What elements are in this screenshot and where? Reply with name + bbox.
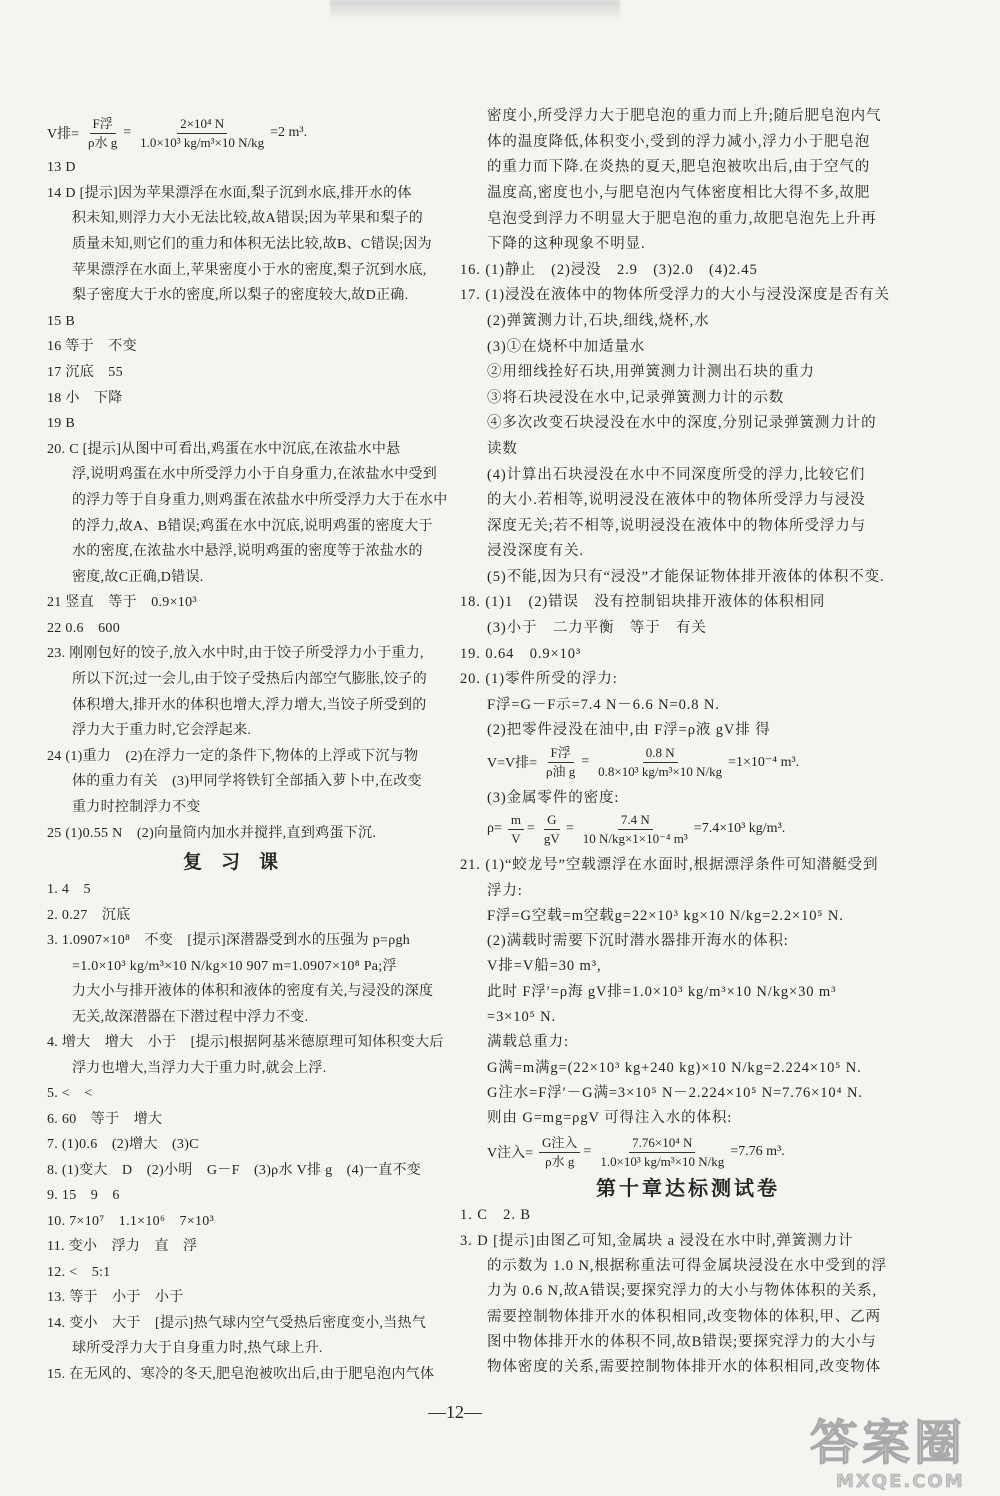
- answer-continuation-line: 力大小与排开液体的体积和液体的密度有关,与浸没的深度: [72, 984, 434, 1000]
- answer-item-line: 3. 1.0907×10⁸ 不变 [提示]深潜器受到水的压强为 p=ρgh: [47, 933, 411, 949]
- answers-block-chapter-end: [47, 155, 448, 846]
- answer-continuation-line: 积未知,则浮力大小无法比较,故A错误;因为苹果和梨子的: [72, 211, 424, 227]
- answer-item-line: 20. (1)零件所受的浮力:: [460, 671, 618, 688]
- answer-item-line: 15. 在无风的、寒冷的冬天,肥皂泡被吹出后,由于肥皂泡内气体: [47, 1366, 435, 1382]
- equals-sign: =: [581, 754, 590, 769]
- answer-continuation-line: 水的密度,在浓盐水中悬浮,说明鸡蛋的密度等于浓盐水的: [72, 544, 423, 560]
- fraction: [580, 812, 691, 847]
- formula-lhs: V注入=: [487, 1146, 534, 1161]
- answer-continuation-line: 密度小,所受浮力大于肥皂泡的重力而上升;随后肥皂泡内气: [487, 108, 882, 125]
- answer-continuation-line: 浮,说明鸡蛋在水中所受浮力小于自身重力,在浓盐水中受到: [72, 467, 438, 483]
- fraction-numerator: m: [508, 812, 524, 830]
- answer-continuation-line: 的浮力,故A、B错误;鸡蛋在水中沉底,说明鸡蛋的密度大于: [72, 518, 433, 534]
- page-number: —12—: [428, 1402, 482, 1422]
- fraction-numerator: 2×10⁴ N: [177, 116, 227, 134]
- answer-continuation-line: 此时 F浮′=ρ海 gV排=1.0×10³ kg/m³×10 N/kg×30 m³: [487, 983, 837, 1000]
- fraction: [541, 812, 563, 847]
- answer-continuation-line: 梨子密度大于水的密度,所以梨子的密度较大,故D正确.: [72, 288, 409, 304]
- answer-continuation-line: 球所受浮力大于自身重力时,热气球上升.: [72, 1341, 323, 1357]
- answers-block-review-continued: [460, 104, 890, 744]
- answer-continuation-line: 体积增大,排开水的体积也增大,浮力增大,当饺子所受到的: [72, 697, 427, 713]
- fraction-numerator: 7.4 N: [618, 812, 653, 830]
- fraction-denominator: 10 N/kg×1×10⁻⁴ m³: [582, 830, 688, 846]
- formula-result: =2 m³.: [270, 125, 308, 140]
- scan-noise-band: [330, 0, 620, 20]
- answer-continuation-line: 皂泡受到浮力不明显大于肥皂泡的重力,故肥皂泡先上升再: [487, 210, 877, 227]
- answer-item-line: 17 沉底 55: [47, 364, 123, 380]
- answer-continuation-line: ④多次改变石块浸没在水中的深度,分别记录弹簧测力计的: [487, 415, 877, 432]
- answer-continuation-line: (2)把零件浸没在油中,由 F浮=ρ液 gV排 得: [487, 722, 771, 739]
- answer-item-line: 1. 4 5: [47, 882, 91, 898]
- answer-continuation-line: 苹果漂浮在水面上,苹果密度小于水的密度,梨子沉到水底,: [72, 262, 427, 278]
- answer-continuation-line: 物体密度的关系,需要控制物体排开水的体积相同,改变物体: [487, 1359, 882, 1376]
- answer-continuation-line: 体的温度降低,体积变小,受到的浮力减小,浮力小于肥皂泡: [487, 133, 871, 150]
- answer-item-line: 1. C 2. B: [460, 1207, 531, 1224]
- answer-continuation-line: 浮力:: [487, 882, 523, 899]
- answer-continuation-line: (3)小于 二力平衡 等于 有关: [487, 620, 707, 637]
- answer-item-line: 17. (1)浸没在液体中的物体所受浮力的大小与浸没深度是否有关: [460, 287, 890, 304]
- answer-continuation-line: 密度,故C正确,D错误.: [72, 569, 204, 585]
- answer-item-line: 5. < <: [47, 1086, 93, 1102]
- fraction-denominator: 1.0×10³ kg/m³×10 N/kg: [140, 134, 265, 150]
- fraction: [508, 812, 524, 847]
- answer-continuation-line: 需要控制物体排开水的体积相同,改变物体的体积,甲、乙两: [487, 1308, 882, 1325]
- answer-item-line: 16 等于 不变: [47, 339, 137, 355]
- answer-item-line: 19 B: [47, 416, 76, 432]
- answer-continuation-line: 则由 G=mg=ρgV 可得注入水的体积:: [487, 1110, 733, 1127]
- answer-continuation-line: 力为 0.6 N,故A错误;要探究浮力的大小与物体体积的关系,: [487, 1283, 877, 1300]
- answer-item-line: 19. 0.64 0.9×10³: [460, 645, 582, 662]
- answer-continuation-line: 浮力大于重力时,它会浮起来.: [72, 723, 252, 739]
- answer-continuation-line: 重力时控制浮力不变: [72, 800, 201, 816]
- answer-continuation-line: G满=m满g=(22×10³ kg+240 kg)×10 N/kg=2.224×10⁵ N.: [487, 1059, 862, 1076]
- answer-continuation-line: (2)弹簧测力计,石块,细线,烧杯,水: [487, 312, 710, 329]
- answer-item-line: 25 (1)0.55 N (2)向量筒内加水并搅拌,直到鸡蛋下沉.: [47, 825, 377, 841]
- answer-item-line: 4. 增大 增大 小于 [提示]根据阿基米德原理可知体积变大后: [47, 1035, 444, 1051]
- answer-continuation-line: 温度高,密度也小,与肥皂泡内气体密度相比大得不多,故肥: [487, 184, 871, 201]
- answer-continuation-line: 下降的这种现象不明显.: [487, 236, 646, 253]
- answer-item-line: 20. C [提示]从图中可看出,鸡蛋在水中沉底,在浓盐水中悬: [47, 441, 401, 457]
- fraction-denominator: ρ水 g: [545, 1153, 575, 1169]
- fraction-numerator: F浮: [90, 116, 116, 134]
- fraction-denominator: gV: [543, 830, 560, 846]
- answer-item-line: 23. 刚刚包好的饺子,放入水中时,由于饺子所受浮力小于重力,: [47, 646, 424, 662]
- fraction-numerator: 7.76×10⁴ N: [629, 1135, 695, 1153]
- answer-continuation-line: 浸没深度有关.: [487, 543, 584, 560]
- formula-lhs: ρ=: [487, 821, 502, 836]
- answer-item-line: 15 B: [47, 313, 76, 329]
- answer-continuation-line: 的浮力等于自身重力,则鸡蛋在浓盐水中所受浮力大于在水中: [72, 492, 448, 508]
- equals-sign: =: [565, 821, 574, 836]
- answer-continuation-line: (5)不能,因为只有“浸没”才能保证物体排开液体的体积不变.: [487, 568, 885, 585]
- answer-item-line: 6. 60 等于 增大: [47, 1111, 163, 1127]
- answer-item-line: 11. 变小 浮力 直 浮: [47, 1239, 198, 1255]
- answer-item-line: 2. 0.27 沉底: [47, 907, 131, 923]
- answer-item-line: 3. D [提示]由图乙可知,金属块 a 浸没在水中时,弹簧测力计: [460, 1232, 854, 1249]
- review-lesson-heading: 复 习 课: [183, 851, 279, 873]
- formula-displacement-volume: [47, 115, 310, 151]
- chapter-test-heading: 第十章达标测试卷: [596, 1176, 780, 1200]
- answer-continuation-line: 的大小.若相等,说明浸没在液体中的物体所受浮力与浸没: [487, 492, 866, 509]
- answer-continuation-line: 满载总重力:: [487, 1034, 569, 1051]
- answer-continuation-line: =1.0×10³ kg/m³×10 N/kg×10 907 m=1.0907×10⁸ Pa;浮: [72, 958, 397, 974]
- answer-item-line: 8. (1)变大 D (2)小明 G－F (3)ρ水 V排 g (4)一直不变: [47, 1162, 422, 1178]
- answer-item-line: 18 小 下降: [47, 390, 123, 406]
- fraction: [543, 745, 578, 780]
- answer-item-line: 14. 变小 大于 [提示]热气球内空气受热后密度变小,当热气: [47, 1315, 427, 1331]
- fraction-denominator: 0.8×10³ kg/m³×10 N/kg: [598, 763, 723, 779]
- answer-item-line: 13. 等于 小于 小于: [47, 1290, 184, 1306]
- answer-continuation-line: 体的重力有关 (3)甲同学将铁钉全部插入萝卜中,在改变: [72, 774, 422, 790]
- fraction-denominator: V: [511, 830, 521, 846]
- answer-item-line: 16. (1)静止 (2)浸没 2.9 (3)2.0 (4)2.45: [460, 261, 758, 278]
- formula-injected-volume: [487, 1134, 788, 1170]
- watermark-logo: 答案圈: [810, 1415, 967, 1471]
- answer-item-line: 13 D: [47, 160, 76, 176]
- answer-continuation-line: 无关,故深潜器在下潜过程中浮力不变.: [72, 1009, 309, 1025]
- answer-continuation-line: (4)计算出石块浸没在水中不同深度所受的浮力,比较它们: [487, 466, 866, 483]
- density-step-line: (3)金属零件的密度:: [487, 790, 620, 807]
- answer-continuation-line: 读数: [487, 440, 518, 457]
- formula-lhs: V=V排=: [487, 756, 538, 771]
- formula-part-density: [487, 811, 788, 847]
- fraction: [595, 745, 725, 780]
- answer-continuation-line: ②用细线拴好石块,用弹簧测力计测出石块的重力: [487, 364, 815, 381]
- answer-item-line: 18. (1)1 (2)错误 没有控制铝块排开液体的体积相同: [460, 594, 826, 611]
- answer-continuation-line: 质量未知,则它们的重力和体积无法比较,故B、C错误;因为: [72, 236, 432, 252]
- answer-continuation-line: 所以下沉;过一会儿,由于饺子受热后内部空气膨胀,饺子的: [72, 672, 427, 688]
- formula-lhs: V排=: [47, 127, 80, 142]
- answer-item-line: 21. (1)“蛟龙号”空载漂浮在水面时,根据漂浮条件可知潜艇受到: [460, 857, 879, 874]
- fraction-numerator: F浮: [548, 745, 574, 763]
- answer-item-line: 14 D [提示]因为苹果漂浮在水面,梨子沉到水底,排开水的体: [47, 185, 412, 201]
- answer-item-line: 10. 7×10⁷ 1.1×10⁶ 7×10³: [47, 1213, 215, 1229]
- answers-block-review: [47, 877, 444, 1387]
- fraction-denominator: ρ水 g: [88, 134, 118, 150]
- answer-item-line: 12. < 5:1: [47, 1264, 111, 1280]
- answer-item-line: 9. 15 9 6: [47, 1188, 120, 1204]
- answer-continuation-line: F浮=G空载=m空载g=22×10³ kg×10 N/kg=2.2×10⁵ N.: [487, 907, 844, 924]
- answer-continuation-line: (2)满载时需要下沉时潜水器排开海水的体积:: [487, 933, 789, 950]
- formula-result: =7.4×10³ kg/m³.: [693, 821, 786, 836]
- fraction-numerator: G注入: [539, 1135, 580, 1153]
- answer-item-line: 7. (1)0.6 (2)增大 (3)C: [47, 1137, 199, 1153]
- answer-item-line: 21 竖直 等于 0.9×10³: [47, 595, 197, 611]
- formula-result: =1×10⁻⁴ m³.: [728, 754, 800, 770]
- answers-block-chapter-test: [460, 1203, 887, 1380]
- answer-continuation-line: =3×10⁵ N.: [487, 1009, 556, 1026]
- fraction: [137, 116, 267, 151]
- fraction-denominator: ρ油 g: [546, 763, 576, 779]
- answer-continuation-line: 浮力也增大,当浮力大于重力时,就会上浮.: [72, 1060, 327, 1076]
- equals-sign: =: [527, 821, 535, 836]
- fraction: [85, 116, 120, 151]
- formula-part-volume: [487, 744, 802, 780]
- fraction: [597, 1135, 727, 1170]
- answer-item-line: 24 (1)重力 (2)在浮力一定的条件下,物体的上浮或下沉与物: [47, 748, 419, 764]
- answer-continuation-line: 图中物体排开水的体积不同,故B错误;要探究浮力的大小与: [487, 1333, 877, 1350]
- watermark-site: MXQE.COM: [836, 1471, 965, 1492]
- answer-continuation-line: V排=V船=30 m³,: [487, 958, 602, 975]
- equals-sign: =: [583, 1144, 592, 1159]
- answer-continuation-line: 的示数为 1.0 N,根据称重法可得金属块浸没在水中受到的浮: [487, 1257, 887, 1274]
- answer-continuation-line: G注水=F浮′－G满=3×10⁵ N－2.224×10⁵ N=7.76×10⁴ N.: [487, 1084, 863, 1101]
- equals-sign: =: [123, 125, 132, 140]
- fraction-numerator: G: [544, 812, 559, 830]
- fraction-denominator: 1.0×10³ kg/m³×10 N/kg: [600, 1153, 725, 1169]
- answer-item-line: 22 0.6 600: [47, 620, 120, 636]
- answer-continuation-line: ③将石块浸没在水中,记录弹簧测力计的示数: [487, 389, 785, 406]
- answer-continuation-line: (3)①在烧杯中加适量水: [487, 338, 646, 355]
- answer-continuation-line: 的重力而下降.在炎热的夏天,肥皂泡被吹出后,由于空气的: [487, 159, 871, 176]
- answer-continuation-line: 深度无关;若不相等,说明浸没在液体中的物体所受浮力与: [487, 517, 867, 534]
- formula-result: =7.76 m³.: [730, 1144, 785, 1159]
- fraction-numerator: 0.8 N: [643, 745, 678, 763]
- fraction: [539, 1135, 580, 1170]
- answer-continuation-line: F浮=G－F示=7.4 N－6.6 N=0.8 N.: [487, 696, 720, 713]
- answers-block-question-21: [460, 853, 878, 1131]
